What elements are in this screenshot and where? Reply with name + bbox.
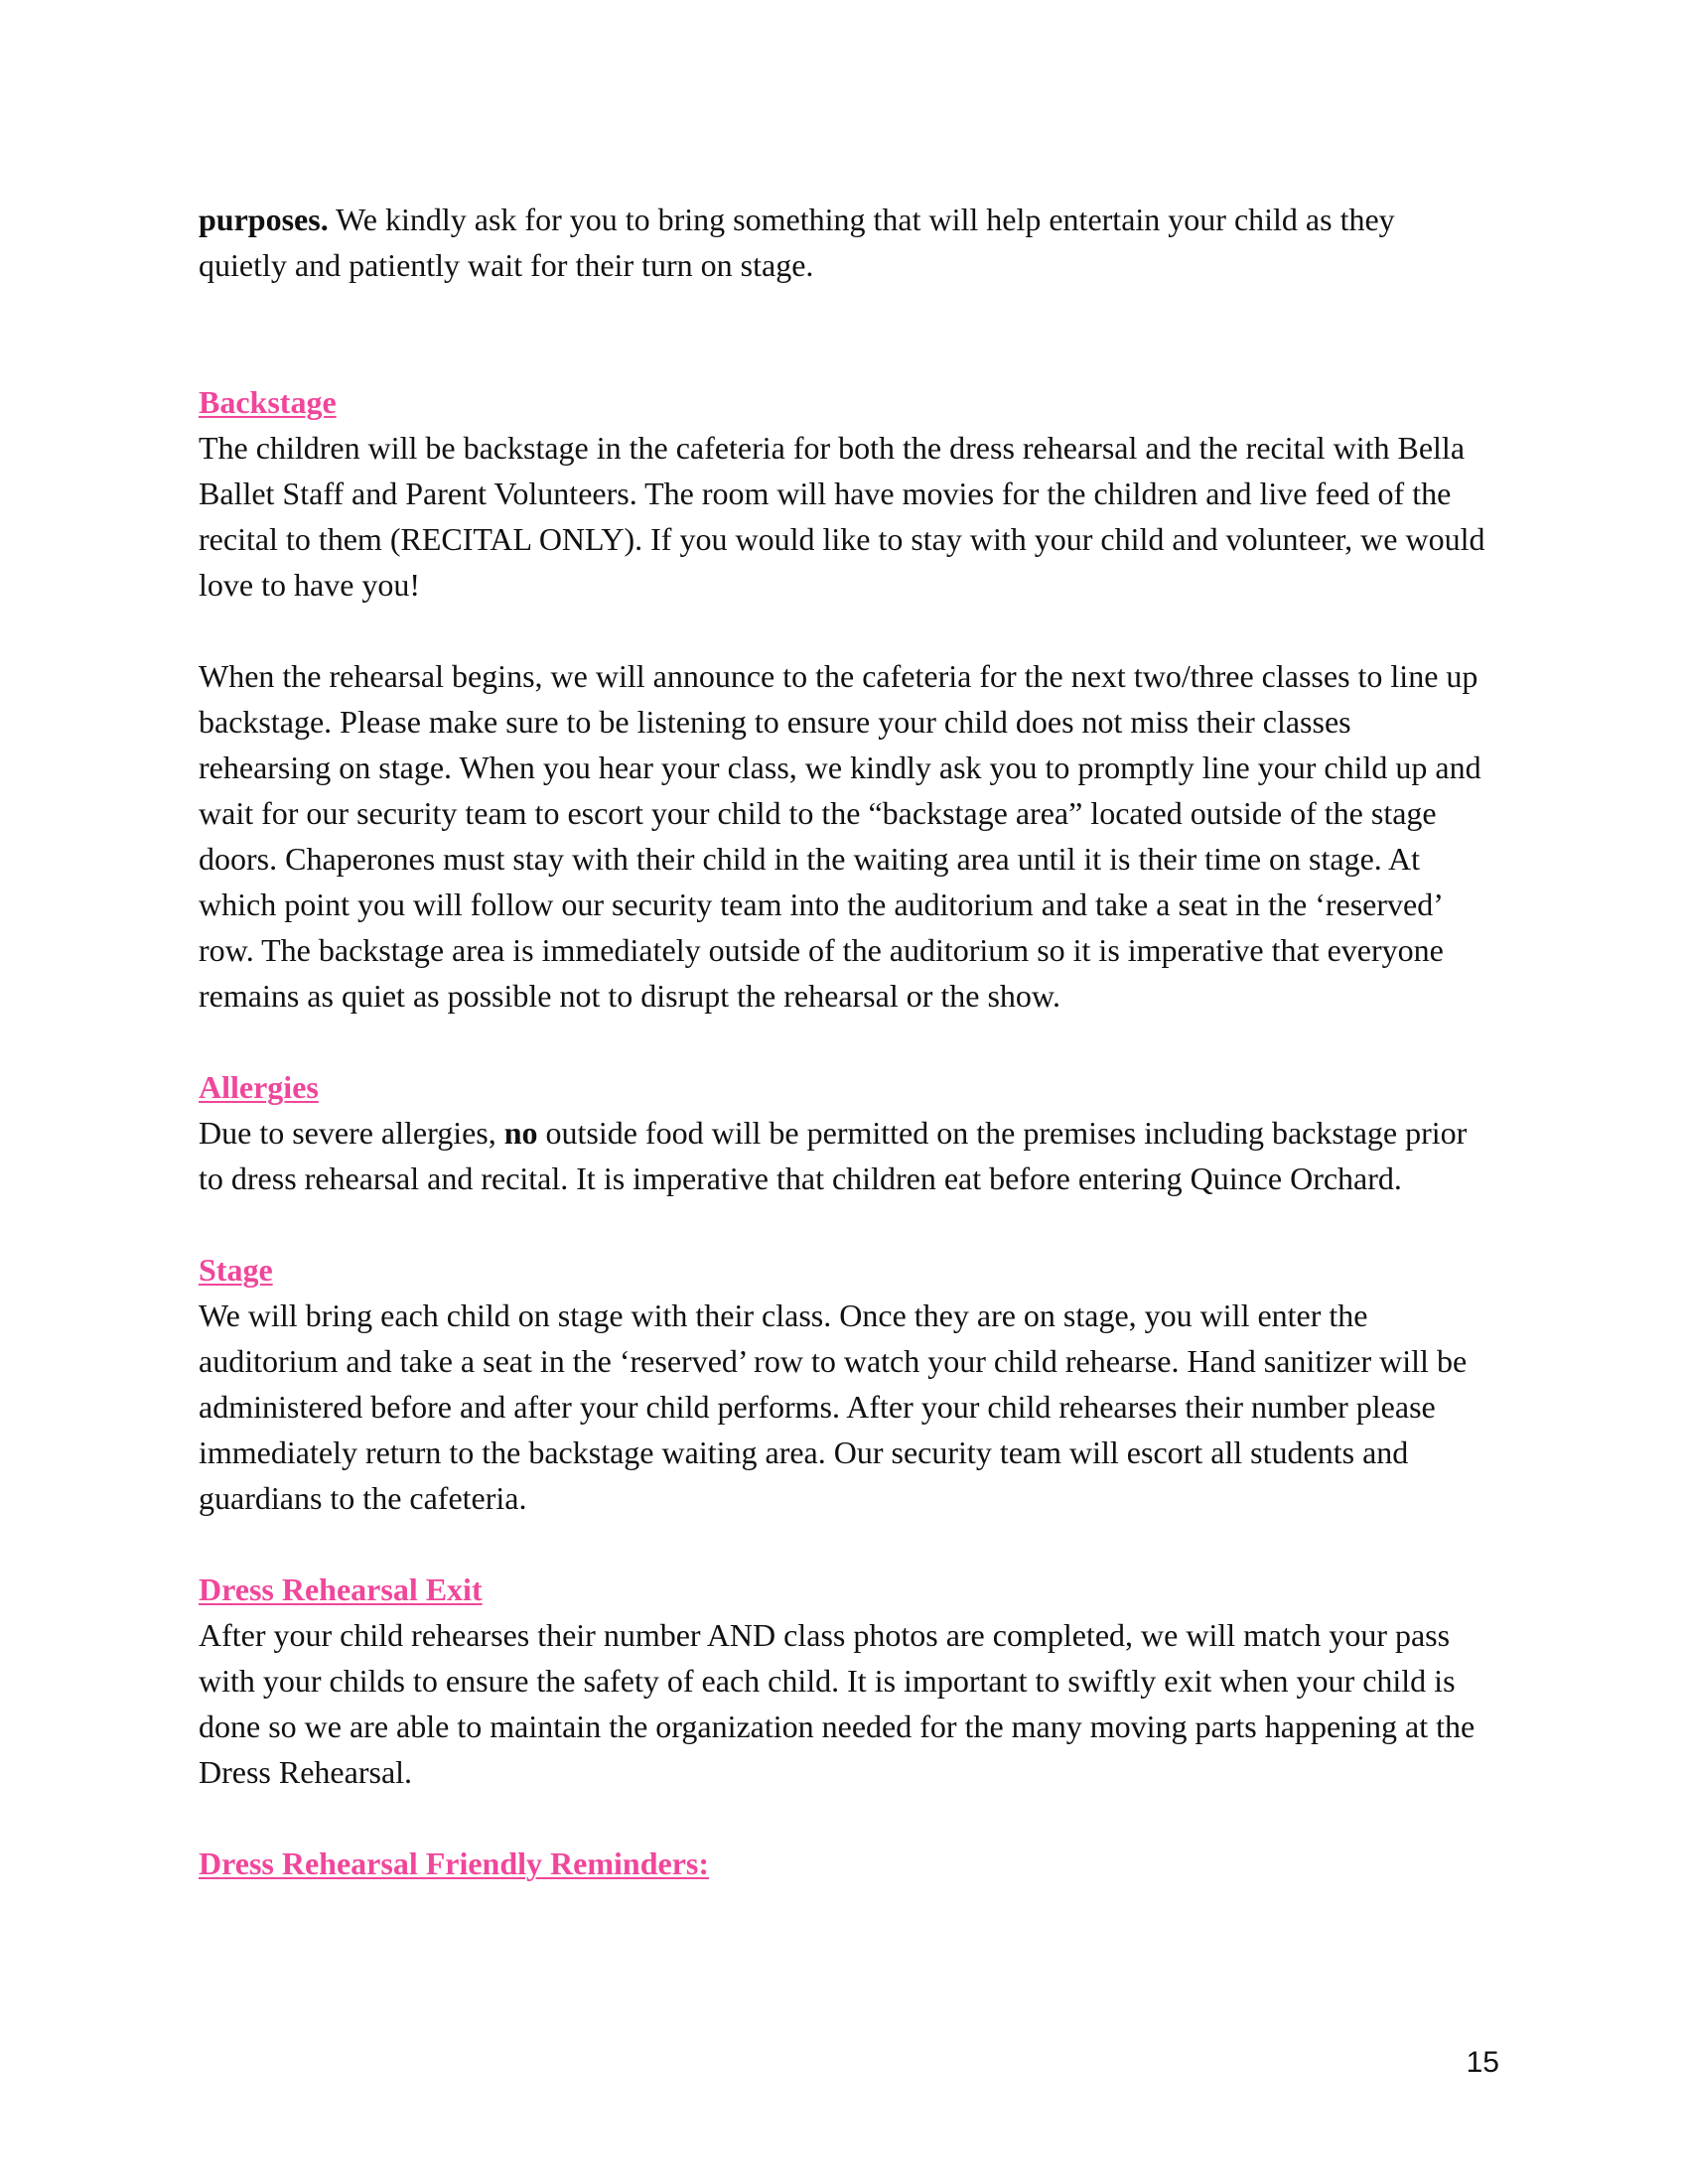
- intro-bold-lead: purposes.: [199, 202, 329, 237]
- heading-stage: Stage: [199, 1252, 273, 1288]
- dress-rehearsal-exit-paragraph: After your child rehearses their number AND class photos are completed, we will match your pass with your childs to ensure the safety of each child. It is important to swiftly exit when your child is done so we are able to maintain the organization needed for the many moving parts happening at the Dress Rehearsal.: [199, 1617, 1476, 1790]
- allergies-text-before: Due to severe allergies,: [199, 1115, 504, 1151]
- page-content: [199, 197, 1489, 1886]
- backstage-paragraph-1: The children will be backstage in the cafeteria for both the dress rehearsal and the recital with Bella Ballet Staff and Parent Volunteers. The room will have movies for the children and live feed of the recital to them (RECITAL ONLY). If you would like to stay with your child and volunteer, we would love to have you!: [199, 430, 1485, 603]
- heading-friendly-reminders: Dress Rehearsal Friendly Reminders:: [199, 1845, 709, 1881]
- heading-backstage: Backstage: [199, 384, 337, 420]
- backstage-paragraph-2: When the rehearsal begins, we will announce to the cafeteria for the next two/three classes to line up backstage. Please make sure to be listening to ensure your child does not miss their classes rehearsing on stage. When you hear your class, we kindly ask you to promptly line your child up and wait for our security team to escort your child to the “backstage area” located outside of the stage doors. Chaperones must stay with their child in the waiting area until it is their time on stage. At which point you will follow our security team into the auditorium and take a seat in the ‘reserved’ row. The backstage area is immediately outside of the auditorium so it is imperative that everyone remains as quiet as possible not to disrupt the rehearsal or the show.: [199, 658, 1481, 1014]
- heading-dress-rehearsal-exit: Dress Rehearsal Exit: [199, 1571, 483, 1607]
- intro-text: We kindly ask for you to bring something that will help entertain your child as they quietly and patiently wait for their turn on stage.: [199, 202, 1395, 283]
- stage-paragraph: We will bring each child on stage with their class. Once they are on stage, you will enter the auditorium and take a seat in the ‘reserved’ row to watch your child rehearse. Hand sanitizer will be administered before and after your child performs. After your child rehearses their number please immediately return to the backstage waiting area. Our security team will escort all students and guardians to the cafeteria.: [199, 1297, 1468, 1516]
- allergies-bold-word: no: [503, 1115, 538, 1151]
- heading-allergies: Allergies: [199, 1069, 319, 1105]
- allergies-paragraph: [199, 1110, 1489, 1201]
- intro-paragraph: [199, 197, 1489, 288]
- page-number: 15: [1466, 2046, 1499, 2079]
- allergies-text-after: outside food will be permitted on the premises including backstage prior to dress rehearsal and recital. It is imperative that children eat before entering Quince Orchard.: [199, 1115, 1468, 1196]
